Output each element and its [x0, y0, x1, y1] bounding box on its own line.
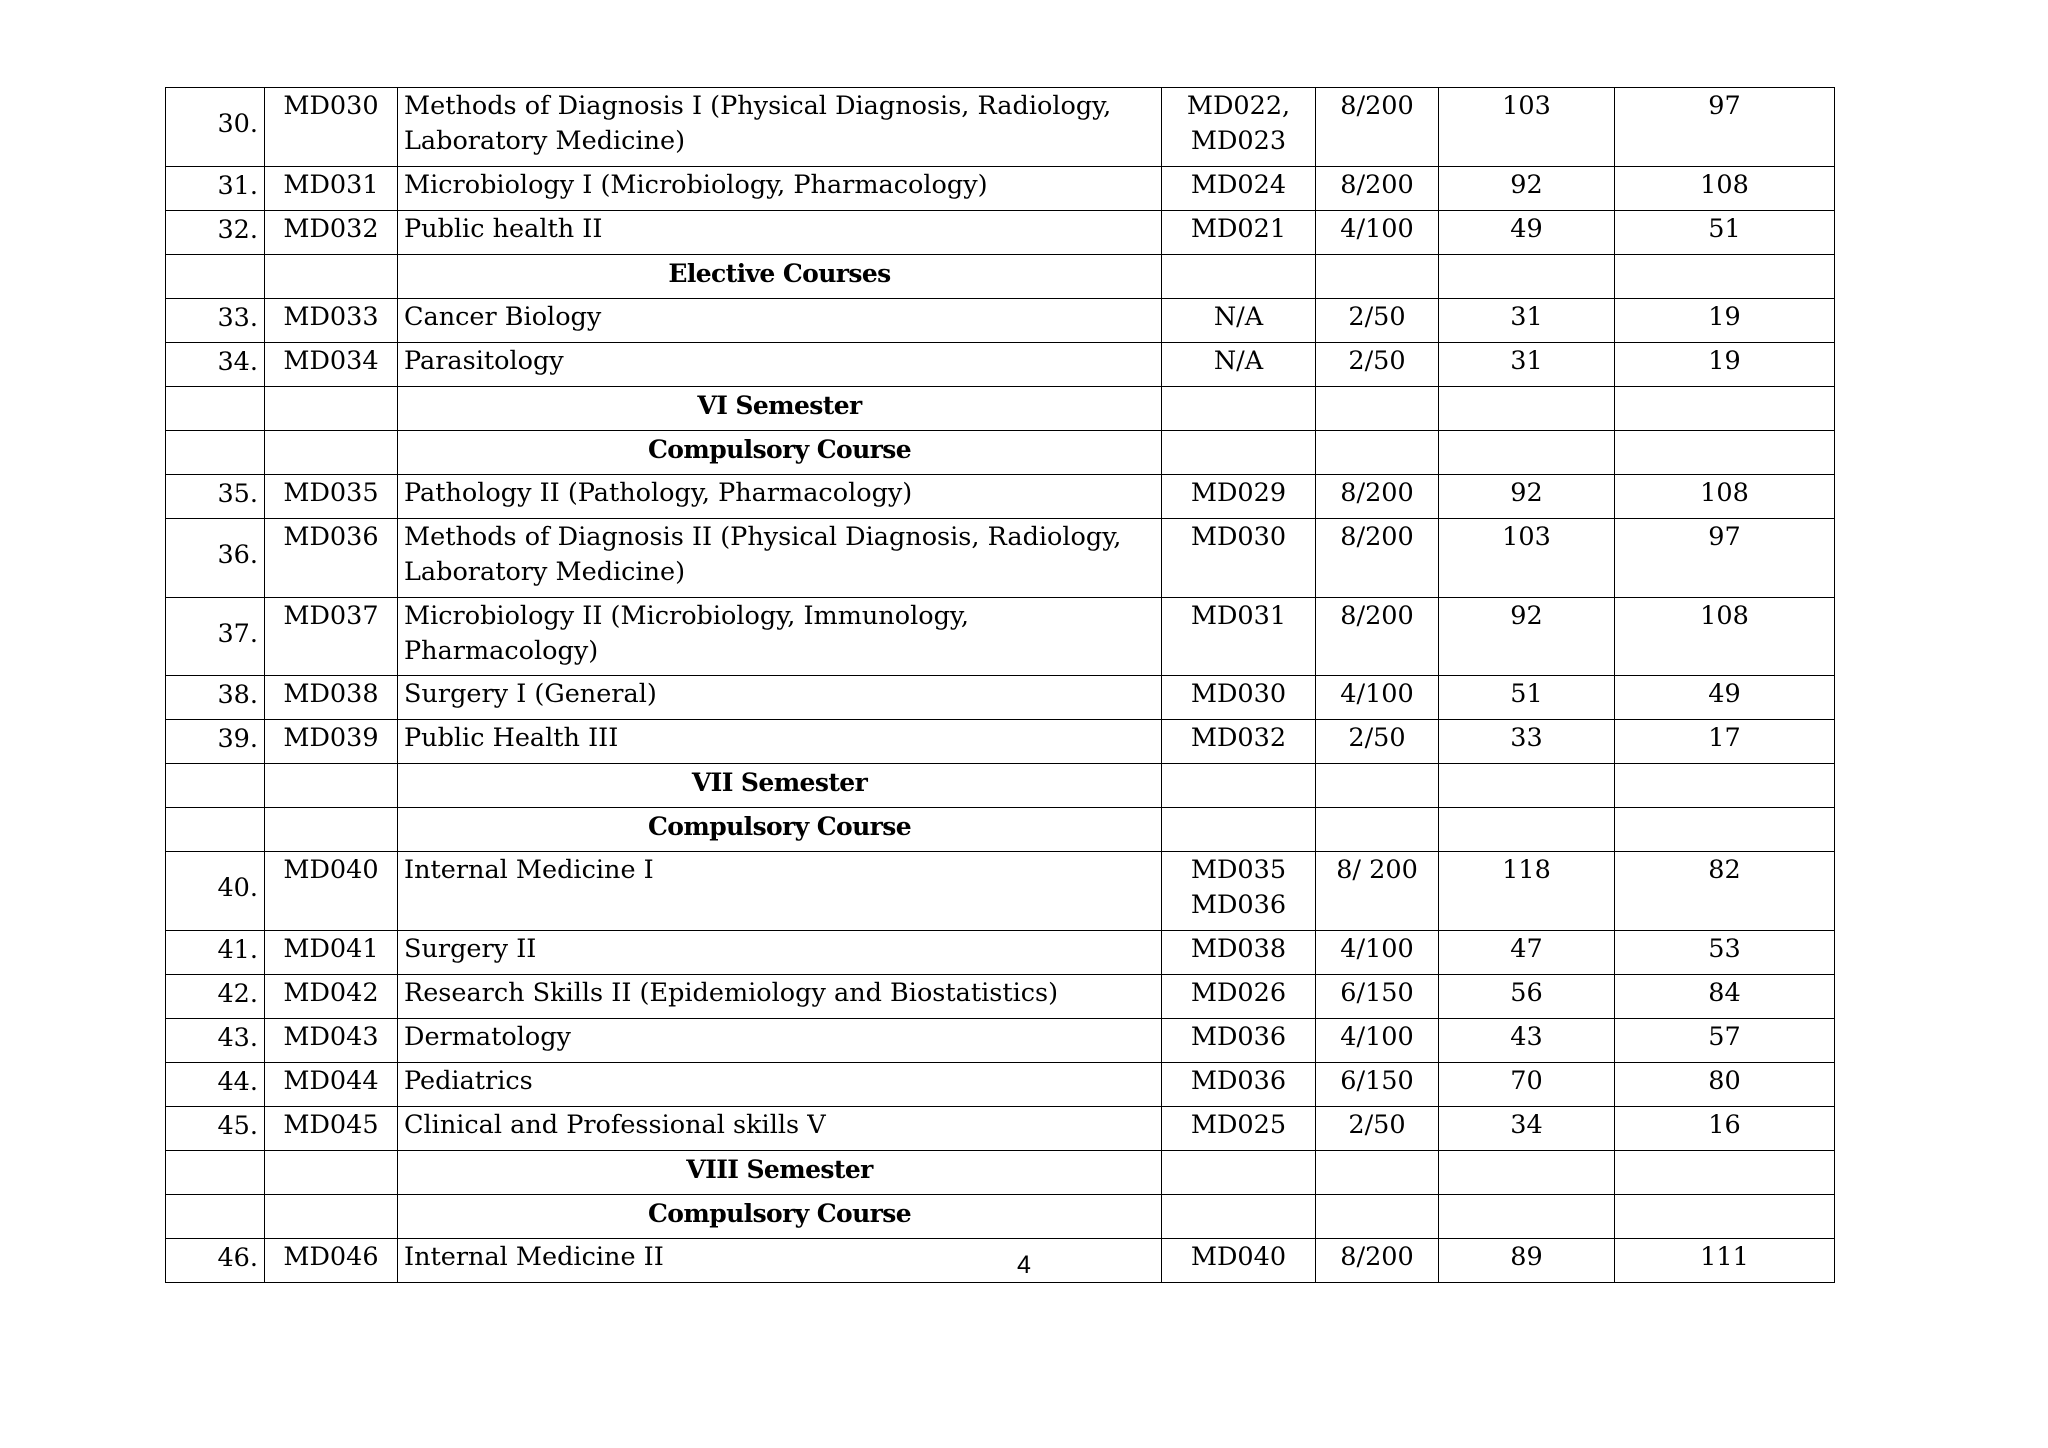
hours-cell-1: 103 — [1439, 519, 1615, 598]
prerequisite-cell — [1162, 852, 1316, 931]
course-title — [398, 88, 1162, 167]
empty-cell — [1162, 764, 1316, 808]
credits-cell: 6/150 — [1316, 975, 1439, 1019]
empty-cell — [1162, 431, 1316, 475]
hours-cell-2: 16 — [1615, 1107, 1835, 1151]
course-title — [398, 519, 1162, 598]
course-code: MD038 — [265, 676, 398, 720]
section-heading: Elective Courses — [398, 255, 1162, 299]
course-title-line: Public Health III — [404, 723, 619, 753]
hours-cell-1: 47 — [1439, 931, 1615, 975]
empty-cell — [166, 808, 265, 852]
course-title-line: Internal Medicine I — [404, 855, 654, 885]
empty-cell — [1615, 808, 1835, 852]
empty-cell — [1439, 255, 1615, 299]
section-heading: Compulsory Course — [398, 431, 1162, 475]
course-row — [166, 167, 1835, 211]
section-heading: VIII Semester — [398, 1151, 1162, 1195]
empty-cell — [1439, 1151, 1615, 1195]
prerequisite-cell — [1162, 931, 1316, 975]
hours-cell-2: 97 — [1615, 519, 1835, 598]
section-heading: Compulsory Course — [398, 808, 1162, 852]
section-header-row — [166, 431, 1835, 475]
prerequisite-code: MD036 — [1190, 1022, 1287, 1052]
course-title — [398, 299, 1162, 343]
section-header-row — [166, 1195, 1835, 1239]
empty-cell — [166, 255, 265, 299]
empty-cell — [166, 1151, 265, 1195]
hours-cell-2: 53 — [1615, 931, 1835, 975]
course-row — [166, 211, 1835, 255]
credits-cell: 2/50 — [1316, 299, 1439, 343]
course-title-line: Methods of Diagnosis I (Physical Diagnosis, Radiology, — [404, 91, 1112, 121]
row-number: 42. — [166, 975, 265, 1019]
row-number: 32. — [166, 211, 265, 255]
hours-cell-2: 19 — [1615, 343, 1835, 387]
empty-cell — [1615, 764, 1835, 808]
prerequisite-code: MD035 — [1190, 855, 1287, 885]
section-header-row — [166, 255, 1835, 299]
empty-cell — [1439, 764, 1615, 808]
prerequisite-cell — [1162, 211, 1316, 255]
row-number: 34. — [166, 343, 265, 387]
empty-cell — [1316, 808, 1439, 852]
course-row — [166, 299, 1835, 343]
credits-cell: 8/ 200 — [1316, 852, 1439, 931]
credits-cell: 2/50 — [1316, 343, 1439, 387]
course-title — [398, 211, 1162, 255]
course-code: MD043 — [265, 1019, 398, 1063]
course-title — [398, 975, 1162, 1019]
hours-cell-1: 118 — [1439, 852, 1615, 931]
credits-cell: 8/200 — [1316, 598, 1439, 676]
course-title — [398, 598, 1162, 676]
course-title-line: Surgery II — [404, 934, 537, 964]
hours-cell-2: 57 — [1615, 1019, 1835, 1063]
course-code: MD045 — [265, 1107, 398, 1151]
prerequisite-cell — [1162, 1019, 1316, 1063]
course-title-line: Microbiology I (Microbiology, Pharmacology) — [404, 170, 988, 200]
course-row — [166, 975, 1835, 1019]
empty-cell — [265, 1195, 398, 1239]
hours-cell-1: 92 — [1439, 598, 1615, 676]
empty-cell — [166, 431, 265, 475]
row-number: 33. — [166, 299, 265, 343]
course-row — [166, 931, 1835, 975]
empty-cell — [1316, 431, 1439, 475]
row-number: 30. — [166, 88, 265, 167]
empty-cell — [265, 808, 398, 852]
hours-cell-2: 80 — [1615, 1063, 1835, 1107]
prerequisite-code: MD021 — [1190, 214, 1287, 244]
course-title-line: Microbiology II (Microbiology, Immunology, Pharmacology) — [404, 601, 970, 666]
course-code: MD042 — [265, 975, 398, 1019]
hours-cell-2: 108 — [1615, 475, 1835, 519]
prerequisite-cell — [1162, 343, 1316, 387]
empty-cell — [166, 764, 265, 808]
credits-cell: 4/100 — [1316, 211, 1439, 255]
row-number: 46. — [166, 1239, 265, 1283]
course-code: MD031 — [265, 167, 398, 211]
course-row — [166, 519, 1835, 598]
empty-cell — [1615, 387, 1835, 431]
hours-cell-2: 82 — [1615, 852, 1835, 931]
course-row — [166, 852, 1835, 931]
course-title-line: Methods of Diagnosis II (Physical Diagnosis, Radiology, — [404, 522, 1122, 552]
prerequisite-cell — [1162, 598, 1316, 676]
course-table — [165, 87, 1835, 1283]
course-title-line: Pediatrics — [404, 1066, 533, 1096]
empty-cell — [265, 1151, 398, 1195]
empty-cell — [1439, 387, 1615, 431]
prerequisite-cell — [1162, 975, 1316, 1019]
prerequisite-code: MD030 — [1190, 679, 1287, 709]
course-row — [166, 598, 1835, 676]
prerequisite-code: MD026 — [1190, 978, 1287, 1008]
empty-cell — [1615, 1195, 1835, 1239]
course-row — [166, 1107, 1835, 1151]
row-number: 37. — [166, 598, 265, 676]
credits-cell: 2/50 — [1316, 1107, 1439, 1151]
course-row — [166, 343, 1835, 387]
hours-cell-1: 33 — [1439, 720, 1615, 764]
section-header-row — [166, 764, 1835, 808]
section-header-row — [166, 387, 1835, 431]
empty-cell — [1615, 255, 1835, 299]
prerequisite-code: MD040 — [1190, 1242, 1287, 1272]
hours-cell-2: 51 — [1615, 211, 1835, 255]
row-number: 38. — [166, 676, 265, 720]
empty-cell — [265, 387, 398, 431]
hours-cell-2: 111 — [1615, 1239, 1835, 1283]
hours-cell-2: 108 — [1615, 598, 1835, 676]
section-heading: VI Semester — [398, 387, 1162, 431]
course-title — [398, 343, 1162, 387]
course-row — [166, 676, 1835, 720]
prerequisite-cell — [1162, 676, 1316, 720]
course-title — [398, 931, 1162, 975]
prerequisite-code: MD030 — [1190, 522, 1287, 552]
empty-cell — [1316, 1195, 1439, 1239]
empty-cell — [1316, 1151, 1439, 1195]
prerequisite-code: MD023 — [1190, 126, 1287, 156]
course-row — [166, 1019, 1835, 1063]
row-number: 40. — [166, 852, 265, 931]
credits-cell: 8/200 — [1316, 167, 1439, 211]
row-number: 45. — [166, 1107, 265, 1151]
hours-cell-1: 92 — [1439, 167, 1615, 211]
course-title-line: Pathology II (Pathology, Pharmacology) — [404, 478, 913, 508]
hours-cell-1: 89 — [1439, 1239, 1615, 1283]
course-row — [166, 475, 1835, 519]
course-row — [166, 88, 1835, 167]
prerequisite-cell — [1162, 720, 1316, 764]
hours-cell-2: 17 — [1615, 720, 1835, 764]
prerequisite-code: MD031 — [1190, 601, 1287, 631]
empty-cell — [265, 255, 398, 299]
hours-cell-2: 108 — [1615, 167, 1835, 211]
hours-cell-2: 97 — [1615, 88, 1835, 167]
prerequisite-cell — [1162, 519, 1316, 598]
row-number: 36. — [166, 519, 265, 598]
prerequisite-code: MD029 — [1190, 478, 1287, 508]
course-code: MD039 — [265, 720, 398, 764]
course-title-line: Public health II — [404, 214, 603, 244]
hours-cell-1: 103 — [1439, 88, 1615, 167]
course-code: MD041 — [265, 931, 398, 975]
hours-cell-1: 34 — [1439, 1107, 1615, 1151]
course-title — [398, 1239, 1162, 1283]
prerequisite-code: N/A — [1213, 346, 1264, 376]
hours-cell-1: 92 — [1439, 475, 1615, 519]
course-code: MD030 — [265, 88, 398, 167]
course-row — [166, 720, 1835, 764]
row-number: 44. — [166, 1063, 265, 1107]
credits-cell: 8/200 — [1316, 475, 1439, 519]
course-title — [398, 1063, 1162, 1107]
course-code: MD035 — [265, 475, 398, 519]
course-title-line: Cancer Biology — [404, 302, 602, 332]
credits-cell: 8/200 — [1316, 519, 1439, 598]
empty-cell — [1316, 387, 1439, 431]
row-number: 35. — [166, 475, 265, 519]
course-title — [398, 475, 1162, 519]
course-title — [398, 1107, 1162, 1151]
credits-cell: 4/100 — [1316, 1019, 1439, 1063]
course-code: MD036 — [265, 519, 398, 598]
section-header-row — [166, 1151, 1835, 1195]
prerequisite-cell — [1162, 1063, 1316, 1107]
course-title — [398, 720, 1162, 764]
row-number: 43. — [166, 1019, 265, 1063]
course-title — [398, 676, 1162, 720]
hours-cell-2: 19 — [1615, 299, 1835, 343]
empty-cell — [1162, 255, 1316, 299]
row-number: 41. — [166, 931, 265, 975]
course-row — [166, 1239, 1835, 1283]
prerequisite-code: MD022, — [1186, 91, 1291, 121]
prerequisite-code: MD036 — [1190, 1066, 1287, 1096]
hours-cell-1: 49 — [1439, 211, 1615, 255]
empty-cell — [1316, 764, 1439, 808]
course-title — [398, 852, 1162, 931]
section-heading: VII Semester — [398, 764, 1162, 808]
empty-cell — [1162, 1151, 1316, 1195]
course-title-line: Surgery I (General) — [404, 679, 657, 709]
course-title-line: Internal Medicine II — [404, 1242, 664, 1272]
credits-cell: 8/200 — [1316, 1239, 1439, 1283]
course-code: MD033 — [265, 299, 398, 343]
course-row — [166, 1063, 1835, 1107]
prerequisite-code: MD024 — [1190, 170, 1287, 200]
empty-cell — [1439, 431, 1615, 475]
prerequisite-code: MD032 — [1190, 723, 1287, 753]
course-code: MD037 — [265, 598, 398, 676]
empty-cell — [1615, 431, 1835, 475]
course-title-line: Parasitology — [404, 346, 564, 376]
course-title-line: Dermatology — [404, 1022, 571, 1052]
credits-cell: 4/100 — [1316, 931, 1439, 975]
course-code: MD040 — [265, 852, 398, 931]
hours-cell-1: 31 — [1439, 343, 1615, 387]
course-code: MD032 — [265, 211, 398, 255]
empty-cell — [1162, 1195, 1316, 1239]
row-number: 39. — [166, 720, 265, 764]
section-header-row — [166, 808, 1835, 852]
prerequisite-code: MD025 — [1190, 1110, 1287, 1140]
empty-cell — [1615, 1151, 1835, 1195]
credits-cell: 6/150 — [1316, 1063, 1439, 1107]
course-code: MD034 — [265, 343, 398, 387]
hours-cell-2: 49 — [1615, 676, 1835, 720]
prerequisite-code: MD038 — [1190, 934, 1287, 964]
empty-cell — [1316, 255, 1439, 299]
course-title-line: Laboratory Medicine) — [404, 126, 686, 156]
prerequisite-cell — [1162, 475, 1316, 519]
hours-cell-1: 31 — [1439, 299, 1615, 343]
prerequisite-code: N/A — [1213, 302, 1264, 332]
section-heading: Compulsory Course — [398, 1195, 1162, 1239]
prerequisite-cell — [1162, 88, 1316, 167]
empty-cell — [166, 1195, 265, 1239]
hours-cell-1: 56 — [1439, 975, 1615, 1019]
course-code: MD044 — [265, 1063, 398, 1107]
prerequisite-cell — [1162, 1107, 1316, 1151]
empty-cell — [265, 764, 398, 808]
empty-cell — [265, 431, 398, 475]
prerequisite-cell — [1162, 167, 1316, 211]
prerequisite-cell — [1162, 1239, 1316, 1283]
empty-cell — [1162, 808, 1316, 852]
credits-cell: 4/100 — [1316, 676, 1439, 720]
credits-cell: 8/200 — [1316, 88, 1439, 167]
empty-cell — [166, 387, 265, 431]
hours-cell-1: 51 — [1439, 676, 1615, 720]
course-title — [398, 1019, 1162, 1063]
prerequisite-cell — [1162, 299, 1316, 343]
row-number: 31. — [166, 167, 265, 211]
credits-cell: 2/50 — [1316, 720, 1439, 764]
page-number: 4 — [1017, 1251, 1031, 1279]
hours-cell-1: 70 — [1439, 1063, 1615, 1107]
course-title-line: Clinical and Professional skills V — [404, 1110, 826, 1140]
empty-cell — [1162, 387, 1316, 431]
course-title — [398, 167, 1162, 211]
course-code: MD046 — [265, 1239, 398, 1283]
empty-cell — [1439, 1195, 1615, 1239]
prerequisite-code: MD036 — [1190, 890, 1287, 920]
hours-cell-1: 43 — [1439, 1019, 1615, 1063]
course-title-line: Laboratory Medicine) — [404, 557, 686, 587]
course-title-line: Research Skills II (Epidemiology and Biostatistics) — [404, 978, 1059, 1008]
empty-cell — [1439, 808, 1615, 852]
hours-cell-2: 84 — [1615, 975, 1835, 1019]
